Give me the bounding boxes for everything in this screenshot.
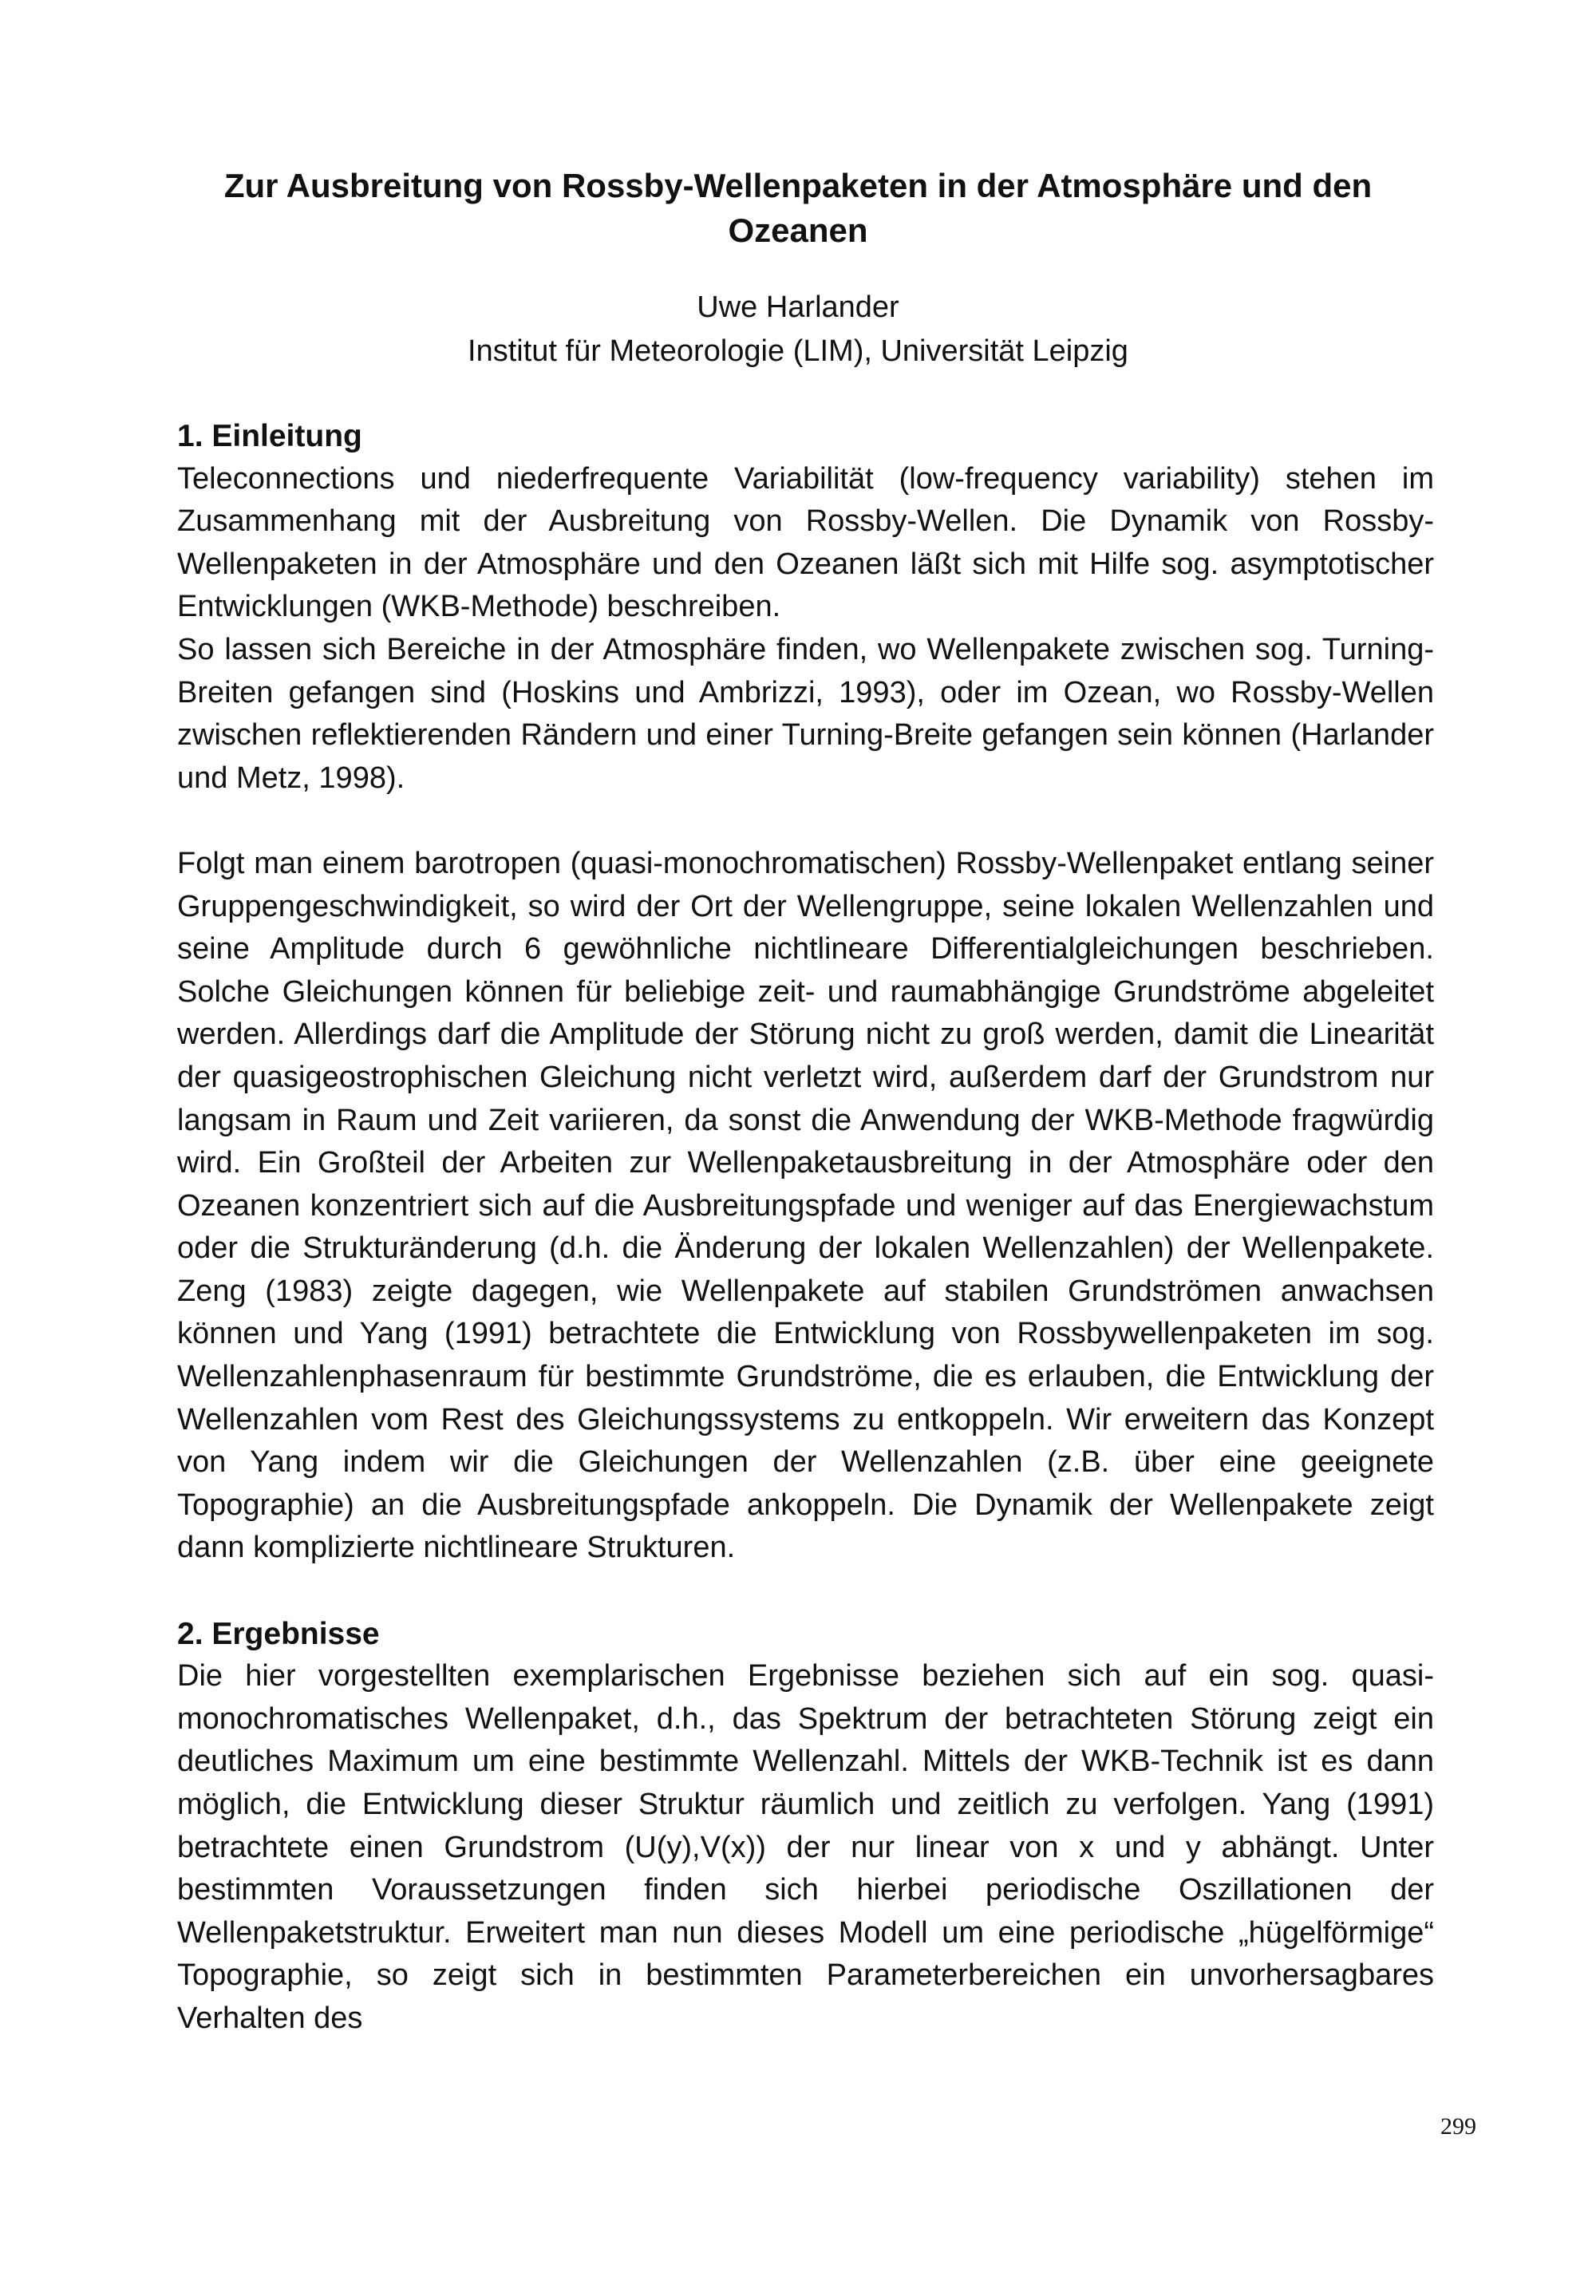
author-affiliation: Institut für Meteorologie (LIM), Universität Leipzig xyxy=(468,334,1128,368)
section-results xyxy=(177,1613,1434,2041)
paragraph: Folgt man einem barotropen (quasi-monochromatischen) Rossby-Wellenpaket entlang seiner Gruppengeschwindigkeit, so wird der Ort der Wellengruppe, seine lokalen Wellenzahlen und seine Amplitude durch 6 gewöhnliche nichtlineare Differentialgleichungen beschrieben. Solche Gleichungen können für beliebige zeit- und raumabhängige Grundströme abgeleitet werden. Allerdings darf die Amplitude der Störung nicht zu groß werden, damit die Linearität der quasigeostrophischen Gleichung nicht verletzt wird, außerdem darf der Grundstrom nur langsam in Raum und Zeit variieren, da sonst die Anwendung der WKB-Methode fragwürdig wird. Ein Großteil der Arbeiten zur Wellenpaketausbreitung in der Atmosphäre oder den Ozeanen konzentriert sich auf die Ausbreitungspfade und weniger auf das Energiewachstum oder die Strukturänderung (d.h. die Änderung der lokalen Wellenzahlen) der Wellenpakete. Zeng (1983) zeigte dagegen, wie Wellenpakete auf stabilen Grundströmen anwachsen können und Yang (1991) betrachtete die Entwicklung von Rossbywellenpaketen im sog. Wellenzahlenphasenraum für bestimmte Grundströme, die es erlauben, die Entwicklung der Wellenzahlen vom Rest des Gleichungssystems zu entkoppeln. Wir erweitern das Konzept von Yang indem wir die Gleichungen der Wellenzahlen (z.B. über eine geeignete Topographie) an die Ausbreitungspfade ankoppeln. Die Dynamik der Wellenpakete zeigt dann komplizierte nichtlineare Strukturen. xyxy=(177,846,1434,1565)
paragraph: So lassen sich Bereiche in der Atmosphäre finden, wo Wellenpakete zwischen sog. Turning-Breiten gefangen sind (Hoskins und Ambrizzi, 1993), oder im Ozean, wo Rossby-Wellen zwischen reflektierenden Rändern und einer Turning-Breite gefangen sein können (Harlander und Metz, 1998). xyxy=(177,632,1434,795)
paper-title: Zur Ausbreitung von Rossby-Wellenpaketen in der Atmosphäre und den Ozeanen xyxy=(223,167,1373,249)
author-name: Uwe Harlander xyxy=(697,290,899,324)
body-text xyxy=(177,415,1434,2041)
section-introduction xyxy=(177,415,1434,1570)
paragraph-spacer xyxy=(177,800,1434,843)
author-block xyxy=(160,286,1436,373)
section-heading-results: 2. Ergebnisse xyxy=(177,1616,380,1651)
paragraph: Teleconnections und niederfrequente Variabilität (low-frequency variability) stehen im Zusammenhang mit der Ausbreitung von Rossby-Wellen. Die Dynamik von Rossby-Wellenpaketen in der Atmosphäre und den Ozeanen läßt sich mit Hilfe sog. asymptotischer Entwicklungen (WKB-Methode) beschreiben. xyxy=(177,461,1434,624)
section-heading-introduction: 1. Einleitung xyxy=(177,419,362,453)
page-number: 299 xyxy=(1440,2113,1476,2140)
section-spacer xyxy=(177,1570,1434,1613)
paragraph: Die hier vorgestellten exemplarischen Ergebnisse beziehen sich auf ein sog. quasi-monochromatisches Wellenpaket, d.h., das Spektrum der betrachteten Störung zeigt ein deutliches Maximum um eine bestimmte Wellenzahl. Mittels der WKB-Technik ist es dann möglich, die Entwicklung dieser Struktur räumlich und zeitlich zu verfolgen. Yang (1991) betrachtete einen Grundstrom (U(y),V(x)) der nur linear von x und y abhängt. Unter bestimmten Voraussetzungen finden sich hierbei periodische Oszillationen der Wellenpaketstruktur. Erweitert man nun dieses Modell um eine periodische „hügelförmige“ Topographie, so zeigt sich in bestimmten Parameterbereichen ein unvorhersagbares Verhalten des xyxy=(177,1659,1434,2035)
